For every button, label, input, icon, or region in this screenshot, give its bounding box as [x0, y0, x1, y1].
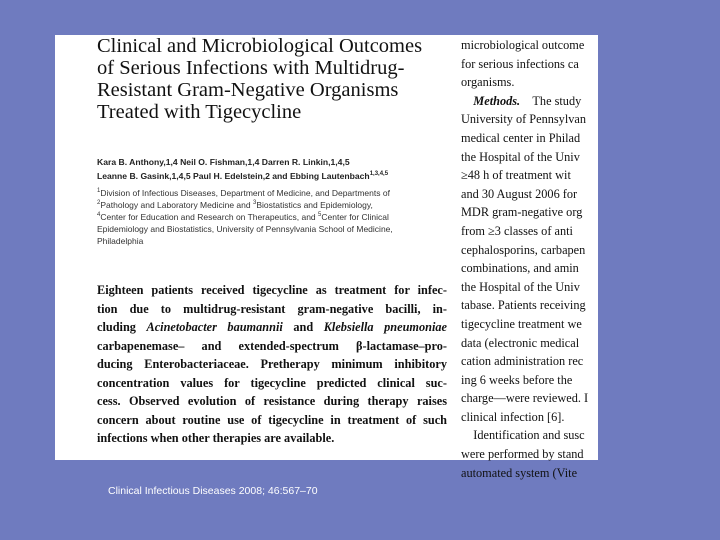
methods-heading: Methods.: [473, 93, 521, 108]
body-line: cephalosporins, carbapen: [461, 242, 586, 257]
abstract-line: cluding Acinetobacter baumannii and Klebsiella pneumoniae: [97, 320, 447, 334]
abstract-line: concentration values for tigecycline predicted clinical suc-: [97, 375, 447, 390]
title-line: Treated with Tigecycline: [97, 101, 302, 123]
body-line: medical center in Philad: [461, 130, 581, 145]
body-line: the Hospital of the Univ: [461, 149, 580, 164]
methods-line: [461, 92, 631, 111]
body-line: combinations, and amin: [461, 261, 579, 276]
affiliation-line: Philadelphia: [97, 236, 144, 246]
abstract-line: tion due to multidrug-resistant gram-negative bacilli, in-: [97, 301, 447, 316]
body-line: clinical infection [6].: [461, 409, 565, 424]
body-line: cation administration rec: [461, 354, 584, 369]
body-line: from ≥3 classes of anti: [461, 223, 573, 238]
citation-caption: Clinical Infectious Diseases 2008; 46:567–70: [108, 485, 318, 497]
body-line: for serious infections ca: [461, 56, 579, 71]
author-list: [97, 155, 447, 183]
abstract-line: carbapenemase– and extended-spectrum β-lactamase–pro-: [97, 338, 447, 353]
abstract-line: ducing Enterobacteriaceae. Pretherapy minimum inhibitory: [97, 357, 447, 371]
body-line-text: Identification and susc: [473, 428, 585, 443]
body-line: and 30 August 2006 for: [461, 186, 578, 201]
affiliations: [97, 187, 447, 247]
body-line: University of Pennsylvan: [461, 112, 587, 127]
body-line: automated system (Vite: [461, 465, 578, 480]
affiliation-line: $^2$Pathology and Laboratory Medicine and $^3$Biostatistics and Epidemiology,: [97, 200, 373, 210]
body-line: tabase. Patients receiving: [461, 298, 586, 313]
abstract: [97, 281, 447, 448]
body-line: ing 6 weeks before the: [461, 372, 573, 387]
abstract-line: Eighteen patients received tigecycline as treatment for infec-: [97, 283, 447, 297]
affiliation-line: $^1$Division of Infectious Diseases, Department of Medicine, and Departments of: [97, 188, 390, 198]
affiliation-line: $^4$Center for Education and Research on Therapeutics, and $^5$Center for Clinical: [97, 212, 389, 222]
methods-line-text: The study: [532, 93, 582, 108]
abstract-line: cess. Observed evolution of resistance during therapy raises: [97, 394, 447, 408]
body-line: charge—were reviewed. I: [461, 391, 589, 406]
body-line: microbiological outcome: [461, 38, 585, 52]
title-line: Resistant Gram-Negative Organisms: [97, 79, 399, 101]
article-title: [97, 35, 457, 123]
abstract-line: concern about routine use of tigecycline in treatment of such: [97, 412, 447, 427]
body-line: were performed by stand: [461, 447, 584, 462]
body-line: organisms.: [461, 75, 515, 90]
title-line: Clinical and Microbiological Outcomes: [97, 35, 423, 57]
body-line: the Hospital of the Univ: [461, 279, 580, 294]
body-line: [461, 426, 631, 445]
author-line: Kara B. Anthony,1,4 Neil O. Fishman,1,4 Darren R. Linkin,1,4,5: [97, 157, 350, 167]
affiliation-line: Epidemiology and Biostatistics, University of Pennsylvania School of Medicine,: [97, 224, 393, 234]
author-line: Leanne B. Gasink,1,4,5 Paul H. Edelstein,2 and Ebbing Lautenbach$^{1,3,4,5}$: [97, 171, 389, 181]
right-column-text: [461, 36, 631, 482]
body-line: tigecycline treatment we: [461, 316, 582, 331]
title-line: of Serious Infections with Multidrug-: [97, 57, 405, 79]
body-line: data (electronic medical: [461, 335, 580, 350]
body-line: MDR gram-negative org: [461, 205, 583, 220]
article-page-excerpt: [55, 35, 598, 480]
abstract-line: infections when other therapies are available.: [97, 431, 335, 445]
body-line: ≥48 h of treatment wit: [461, 168, 571, 183]
